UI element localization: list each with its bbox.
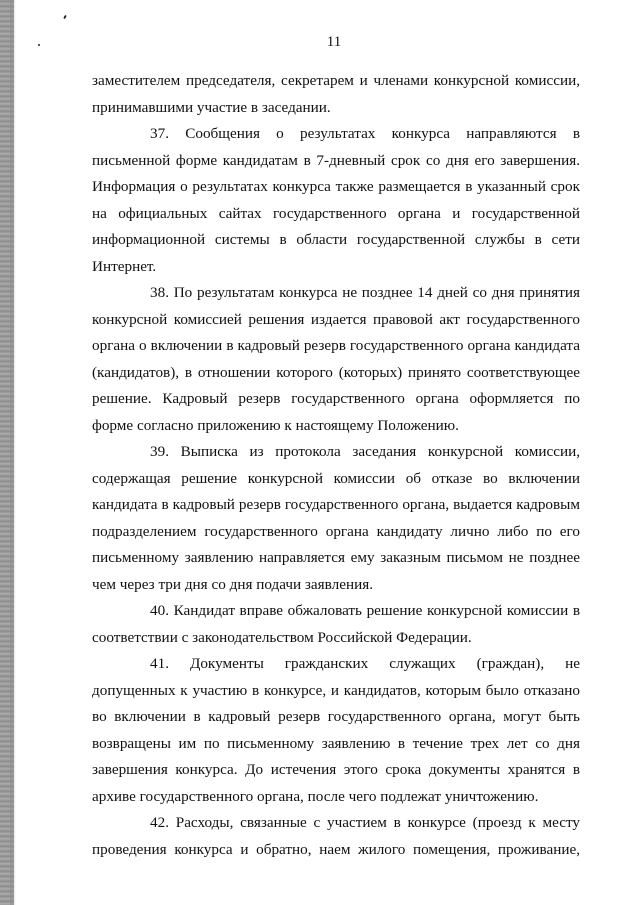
paragraph-38: 38. По результатам конкурса не позднее 14 дней со дня принятия конкурсной комиссией решения издается правовой акт государственного органа о включении в кадровый резерв государственного органа кандидата (кандидатов), в отношении которого (которых) принято соответствующее решение. Кадровый резерв государственного органа оформляется по форме согласно приложению к настоящему Положению. — [92, 284, 580, 434]
scan-edge-shadow — [0, 0, 14, 905]
paragraph-continuation: заместителем председателя, секретарем и членами конкурсной комиссии, принимавшими участие в заседании. — [92, 72, 580, 116]
scan-speck — [63, 15, 67, 19]
paragraph-41: 41. Документы гражданских служащих (граждан), не допущенных к участию в конкурсе, и кандидатов, которым было отказано во включении в кадровый резерв государственного органа, могут быть возвращены им по письменному заявлению в течение трех лет со дня завершения конкурса. До истечения этого срока документы хранятся в архиве государственного органа, после чего подлежат уничтожению. — [92, 655, 580, 805]
paragraph-39: 39. Выписка из протокола заседания конкурсной комиссии, содержащая решение конкурсной комиссии об отказе во включении кандидата в кадровый резерв государственного органа, выдается кадровым подразделением государственного органа кандидату лично либо по его письменному заявлению направляется ему заказным письмом не позднее чем через три дня со дня подачи заявления. — [92, 443, 580, 593]
page-number: 11 — [326, 34, 342, 50]
paragraph-40: 40. Кандидат вправе обжаловать решение конкурсной комиссии в соответствии с законодательством Российской Федерации. — [92, 602, 580, 646]
paragraph-37: 37. Сообщения о результатах конкурса направляются в письменной форме кандидатам в 7-дневный срок со дня его завершения. Информация о результатах конкурса также размещается в указанный срок на официальных сайтах государственного органа и государственной информационной системы в области государственной службы в сети Интернет. — [92, 125, 580, 275]
paragraph-42: 42. Расходы, связанные с участием в конкурсе (проезд к месту проведения конкурса и обратно, наем жилого помещения, проживание, — [92, 814, 580, 858]
document-body — [92, 68, 580, 863]
